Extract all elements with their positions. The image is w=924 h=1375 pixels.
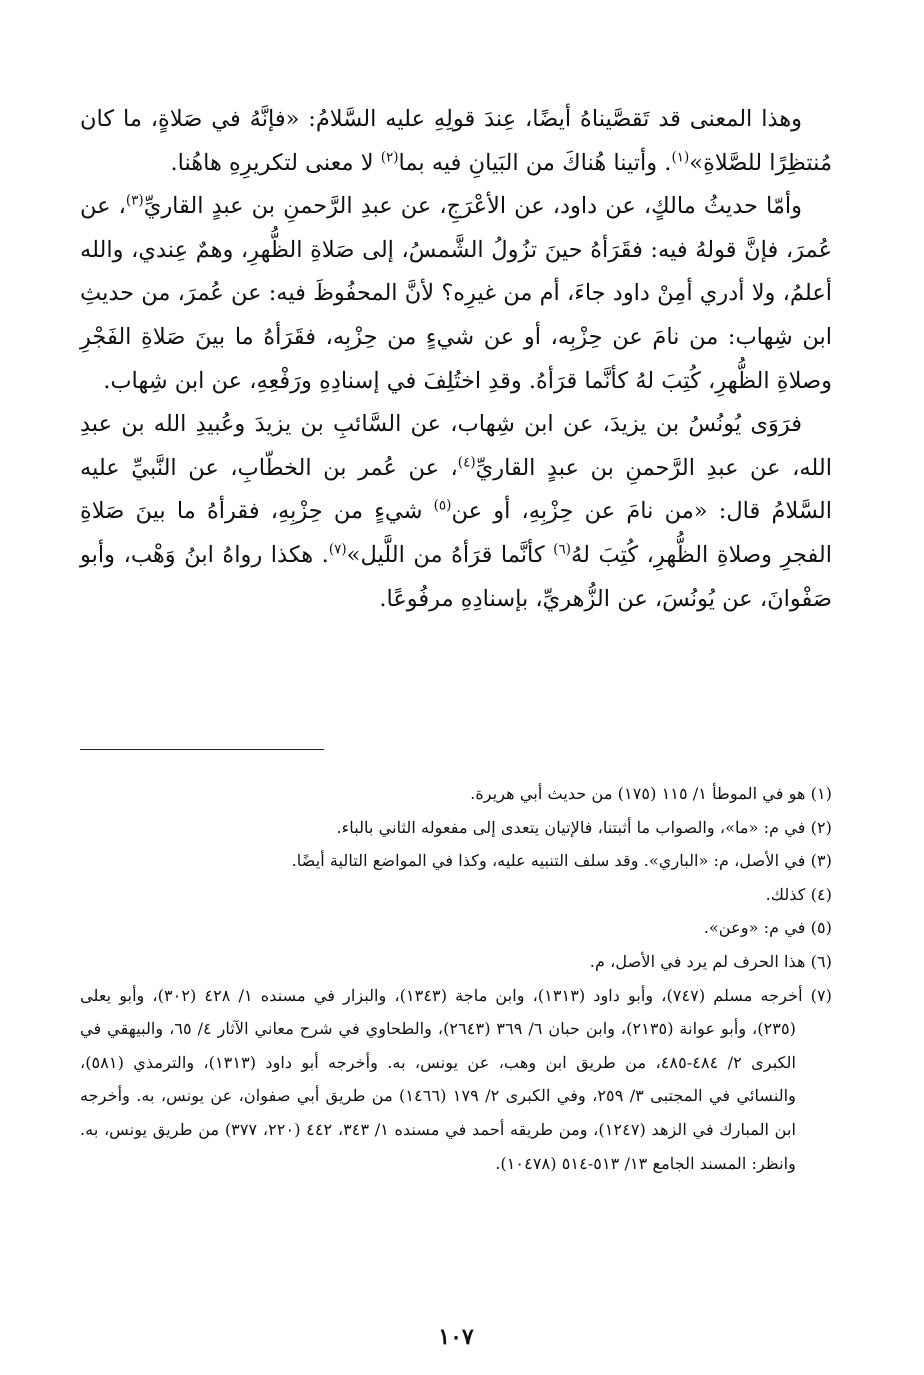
footnote: (١) هو في الموطأ ١/ ١١٥ (١٧٥) من حديث أبي هريرة. [470,784,832,803]
text-run: شيءٍ من حِزْبِهِ، فقرأهُ ما بينَ صَلاةِ الفجرِ وصلاةِ الظُّهرِ، كُتِبَ لهُ [80,498,832,568]
footnote-ref: (٦) [553,541,571,558]
page-number: ١٠٧ [438,1324,474,1350]
footnotes [80,777,832,1180]
footnote: (٧) أخرجه مسلم (٧٤٧)، وأبو داود (١٣١٣)، وابن ماجة (١٣٤٣)، والبزار في مسنده ١/ ٤٢٨ (٣٠٢)، وأبو يعلى (٢٣٥)، وأبو عوانة (٢١٣٥)، وابن حبان ٦/ ٣٦٩ (٢٦٤٣)، والطحاوي في شرح معاني الآثار ٤/ ٦٥، والبيهقي في الكبرى ٢/ ٤٨٤-٤٨٥، من طريق ابن وهب، عن يونس، به. وأخرجه أبو داود (١٣١٣)، والترمذي (٥٨١)، والنسائي في المجتبى ٣/ ٢٥٩، وفي الكبرى ٢/ ١٧٩ (١٤٦٦) من طريق أبي صفوان، عن يونس، به. وأخرجه ابن المبارك في الزهد (١٢٤٧)، ومن طريقه أحمد في مسنده ١/ ٣٤٣، ٤٤٢ (٢٢٠، ٣٧٧) من طريق يونس، به. وانظر: المسند الجامع ١٣/ ٥١٣-٥١٤ (١٠٤٧٨). [80,985,832,1173]
text-run: وأمّا حديثُ مالكٍ، عن داود، عن الأعْرَجِ، عن عبدِ الرَّحمنِ بن عبدٍ القاريِّ [143,193,803,220]
text-run: كأنَّما قرَأهُ من اللَّيل» [346,541,554,568]
footnote-ref: (٥) [433,497,452,514]
main-text [80,98,832,621]
text-run: لا معنى لتكريرِهِ هاهُنا. [170,149,381,176]
footnote: (٤) كذلك. [765,884,832,904]
paragraph [80,185,832,403]
text-run: . وأتينا هُناكَ من البَيانِ فيه بما [398,149,672,176]
footnote-separator [80,749,324,750]
text-run: ، عن عُمرَ، فإنَّ قولهُ فيه: فقَرَأهُ حينَ تزُولُ الشَّمسُ، إلى صَلاةِ الظُّهرِ، وهمٌ عِندي، والله أعلمُ، ولا أدري أمِنْ داود جاءَ، أم من غيرِه؟ لأنَّ المحفُوظَ فيه: عن عُمرَ، من حديثِ ابن شِهاب: من نامَ عن حِزْبِه، أو عن شيءٍ من حِزْبِه، فقَرَأهُ ما بينَ صَلاةِ الفَجْرِ وصلاةِ الظُّهرِ، كُتِبَ لهُ كأنَّما قرَأهُ. وقدِ اختُلِفَ في إسنادِهِ ورَفْعِهِ، عن ابن شِهاب. [80,193,832,394]
text-run: . هكذا رواهُ ابنُ وَهْب، وأبو صَفْوانَ، عن يُونُسَ، عن الزُّهريِّ، بإسنادِهِ مرفُوعًا. [80,541,832,612]
text-run: ، عن عُمر بن الخطّابِ، عن النَّبيِّ عليه السَّلامُ قال: «من نامَ عن حِزْبِهِ، أو عن [80,454,832,525]
footnote: (٣) في الأصل، م: «الباري». وقد سلف التنبيه عليه، وكذا في المواضع التالية أيضًا. [291,851,832,871]
footnote-ref: (٣) [125,192,144,209]
book-page [80,0,832,1375]
text-run: فرَوَى يُونُسُ بن يزيدَ، عن ابن شِهاب، عن السَّائبِ بن يزيدَ وعُبيدِ الله بن عبدِ الله، عن عبدِ الرَّحمنِ بن عبدٍ القاريِّ [80,411,832,481]
footnote: (٥) في م: «وعن». [703,918,832,938]
paragraph [80,98,832,185]
footnote: (٢) في م: «ما»، والصواب ما أثبتنا، فالإتيان يتعدى إلى مفعوله الثاني بالباء. [336,817,832,837]
footnote-ref: (٢) [380,149,399,166]
footnote-ref: (٧) [328,541,347,558]
footnote: (٦) هذا الحرف لم يرد في الأصل، م. [589,951,832,971]
footnote-ref: (١) [671,149,690,166]
paragraph [80,403,832,621]
footnote-ref: (٤) [457,454,476,471]
text-run: وهذا المعنى قد تَقصَّيناهُ أيضًا، عِندَ قولِهِ عليه السَّلامُ: «فإنَّهُ في صَلاةٍ، ما كان مُنتظِرًا للصَّلاةِ» [80,106,832,176]
